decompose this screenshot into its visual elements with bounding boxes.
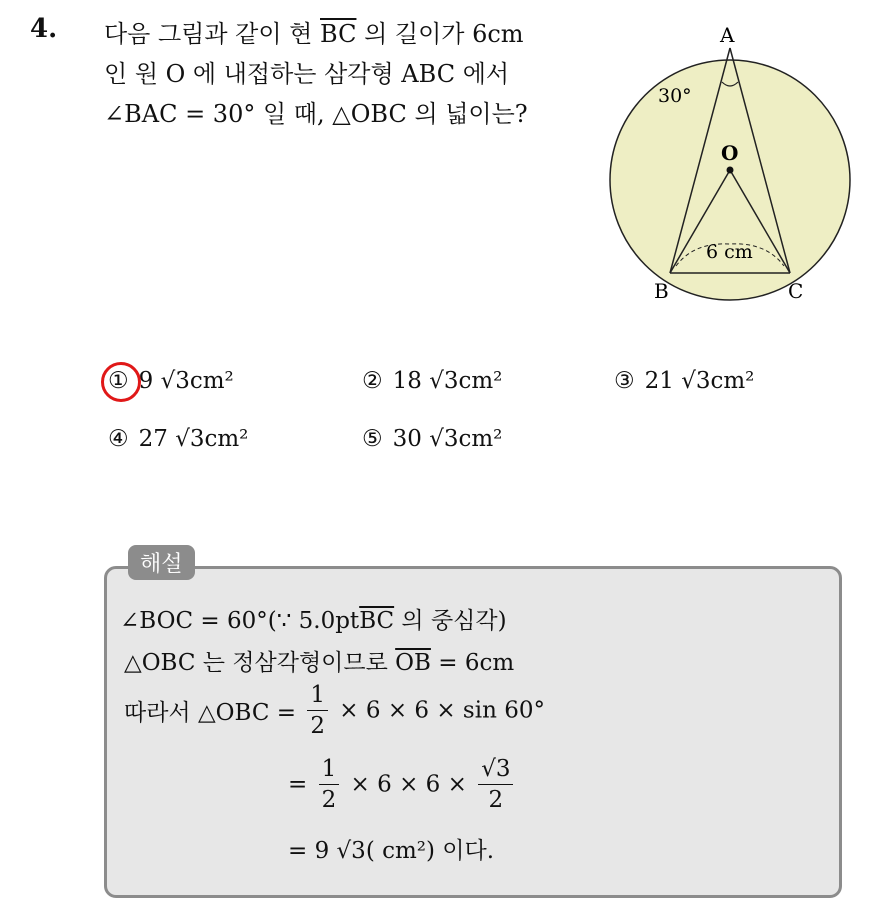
solution-line-4-middle: × 6 × 6 × bbox=[343, 771, 475, 798]
question-line-2: 인 원 O 에 내접하는 삼각형 ABC 에서 bbox=[104, 60, 510, 88]
choice-4-text: 27 √3cm² bbox=[138, 426, 249, 452]
choice-4-mark: ④ bbox=[108, 426, 129, 452]
question-text bbox=[104, 14, 584, 134]
question-number: 4. bbox=[30, 14, 58, 44]
choice-5[interactable] bbox=[362, 426, 502, 452]
solution-tag: 해설 bbox=[128, 545, 195, 580]
solution-line-1-start: ∠BOC = 60°(∵ 5.0pt bbox=[120, 608, 360, 634]
question-line-1-start: 다음 그림과 같이 현 bbox=[104, 20, 320, 48]
angle-label: 30° bbox=[658, 85, 692, 107]
choice-2[interactable] bbox=[362, 368, 502, 394]
choice-5-text: 30 √3cm² bbox=[392, 426, 503, 452]
fraction-numerator: 1 bbox=[307, 680, 328, 711]
choice-4[interactable] bbox=[108, 426, 248, 452]
choice-2-mark: ② bbox=[362, 368, 383, 394]
center-point bbox=[727, 167, 734, 174]
selected-circle-icon bbox=[101, 362, 141, 402]
fraction-numerator: √3 bbox=[478, 754, 513, 785]
fraction-denominator: 2 bbox=[488, 787, 504, 813]
choice-1-mark: ① bbox=[108, 368, 129, 394]
fraction-denominator: 2 bbox=[321, 787, 337, 813]
choice-2-text: 18 √3cm² bbox=[392, 368, 503, 394]
choice-3-mark: ③ bbox=[614, 368, 635, 394]
circle-o bbox=[610, 60, 850, 300]
solution-line-3 bbox=[124, 680, 545, 741]
arc-bc: $\overline{BC}$ bbox=[359, 608, 395, 634]
solution-line-2-start: △OBC 는 정삼각형이므로 bbox=[124, 650, 396, 676]
choice-1[interactable] bbox=[108, 368, 234, 394]
label-o: O bbox=[721, 141, 739, 165]
solution-line-3-start: 따라서 △OBC = bbox=[124, 700, 304, 726]
choice-3[interactable] bbox=[614, 368, 754, 394]
question-line-1-end: 의 길이가 6cm bbox=[356, 20, 524, 48]
label-b: B bbox=[654, 279, 669, 303]
choice-1-text: 9 √3cm² bbox=[138, 368, 234, 394]
solution-line-2-end: = 6cm bbox=[430, 650, 515, 676]
segment-ob: $\overline{OB}$ bbox=[395, 650, 431, 676]
solution-line-4-start: = bbox=[288, 771, 315, 798]
question-line-1 bbox=[104, 14, 584, 54]
question-line-3: ∠BAC = 30° 일 때, △OBC 의 넓이는? bbox=[104, 100, 528, 128]
solution-line-2 bbox=[124, 644, 514, 677]
solution-line-4 bbox=[288, 754, 517, 815]
fraction-half-1 bbox=[307, 680, 328, 741]
choice-3-text: 21 √3cm² bbox=[644, 368, 755, 394]
label-c: C bbox=[788, 279, 804, 303]
choice-5-mark: ⑤ bbox=[362, 426, 383, 452]
fraction-half-2 bbox=[319, 754, 340, 815]
label-a: A bbox=[720, 23, 735, 47]
side-label: 6 cm bbox=[706, 241, 753, 263]
solution-line-1-end: 의 중심각) bbox=[394, 608, 507, 634]
solution-line-5: = 9 √3( cm²) 이다. bbox=[288, 838, 495, 864]
solution-line-1 bbox=[120, 602, 507, 635]
fraction-numerator: 1 bbox=[319, 754, 340, 785]
fraction-root3-half bbox=[478, 754, 513, 815]
chord-bc: $\overline{BC}$ bbox=[320, 20, 357, 48]
solution-line-3-end: × 6 × 6 × sin 60° bbox=[331, 697, 545, 724]
fraction-denominator: 2 bbox=[310, 713, 325, 739]
circle-figure bbox=[604, 20, 864, 310]
